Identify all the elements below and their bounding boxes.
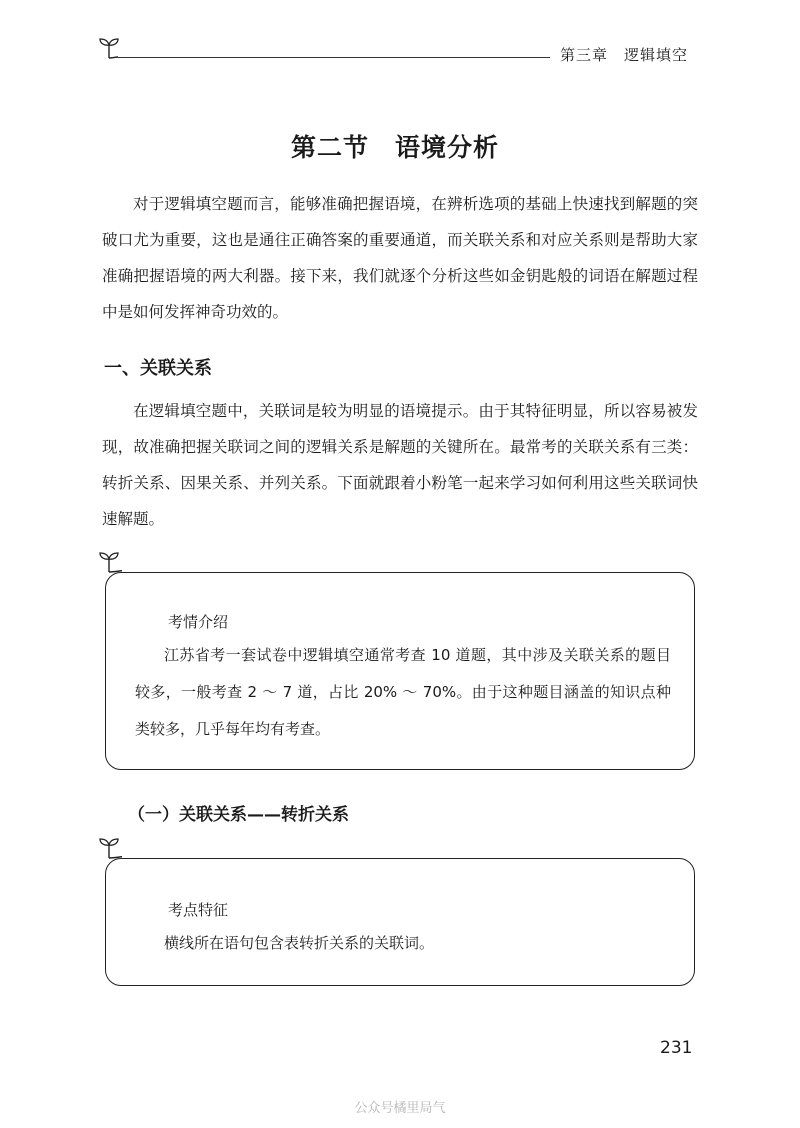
sprout-icon xyxy=(96,834,122,860)
sprout-icon xyxy=(96,548,122,574)
chapter-header: 第三章 逻辑填空 xyxy=(560,46,689,64)
box-title: 考情介绍 xyxy=(168,613,229,631)
section-title: 第二节 语境分析 xyxy=(290,133,499,162)
header-rule xyxy=(118,57,550,58)
subsection-heading: （一）关联关系——转折关系 xyxy=(128,805,349,825)
part-paragraph: 在逻辑填空题中，关联词是较为明显的语境提示。由于其特征明显，所以容易被发现，故准确把握关联词之间的逻辑关系是解题的关键所在。最常考的关联关系有三类：转折关系、因果关系、并列关系。下面就跟着小粉笔一起来学习如何利用这些关联词快速解题。 xyxy=(102,402,698,528)
box-text: 横线所在语句包含表转折关系的关联词。 xyxy=(164,934,435,952)
box-title: 考点特征 xyxy=(168,901,229,919)
part-heading: 一、关联关系 xyxy=(104,358,212,379)
key-point-box xyxy=(105,858,695,986)
page-number: 231 xyxy=(660,1038,693,1058)
watermark: 公众号橘里局气 xyxy=(354,1101,446,1116)
box-text: 江苏省考一套试卷中逻辑填空通常考查 10 道题，其中涉及关联关系的题目较多，一般考查 2 ～ 7 道，占比 20% ～ 70%。由于这种题目涵盖的知识点种类较多，几乎每年均有考查。 xyxy=(135,646,671,738)
intro-paragraph: 对于逻辑填空题而言，能够准确把握语境，在辨析选项的基础上快速找到解题的突破口尤为重要，这也是通往正确答案的重要通道，而关联关系和对应关系则是帮助大家准确把握语境的两大利器。接下来，我们就逐个分析这些如金钥匙般的词语在解题过程中是如何发挥神奇功效的。 xyxy=(102,195,698,321)
